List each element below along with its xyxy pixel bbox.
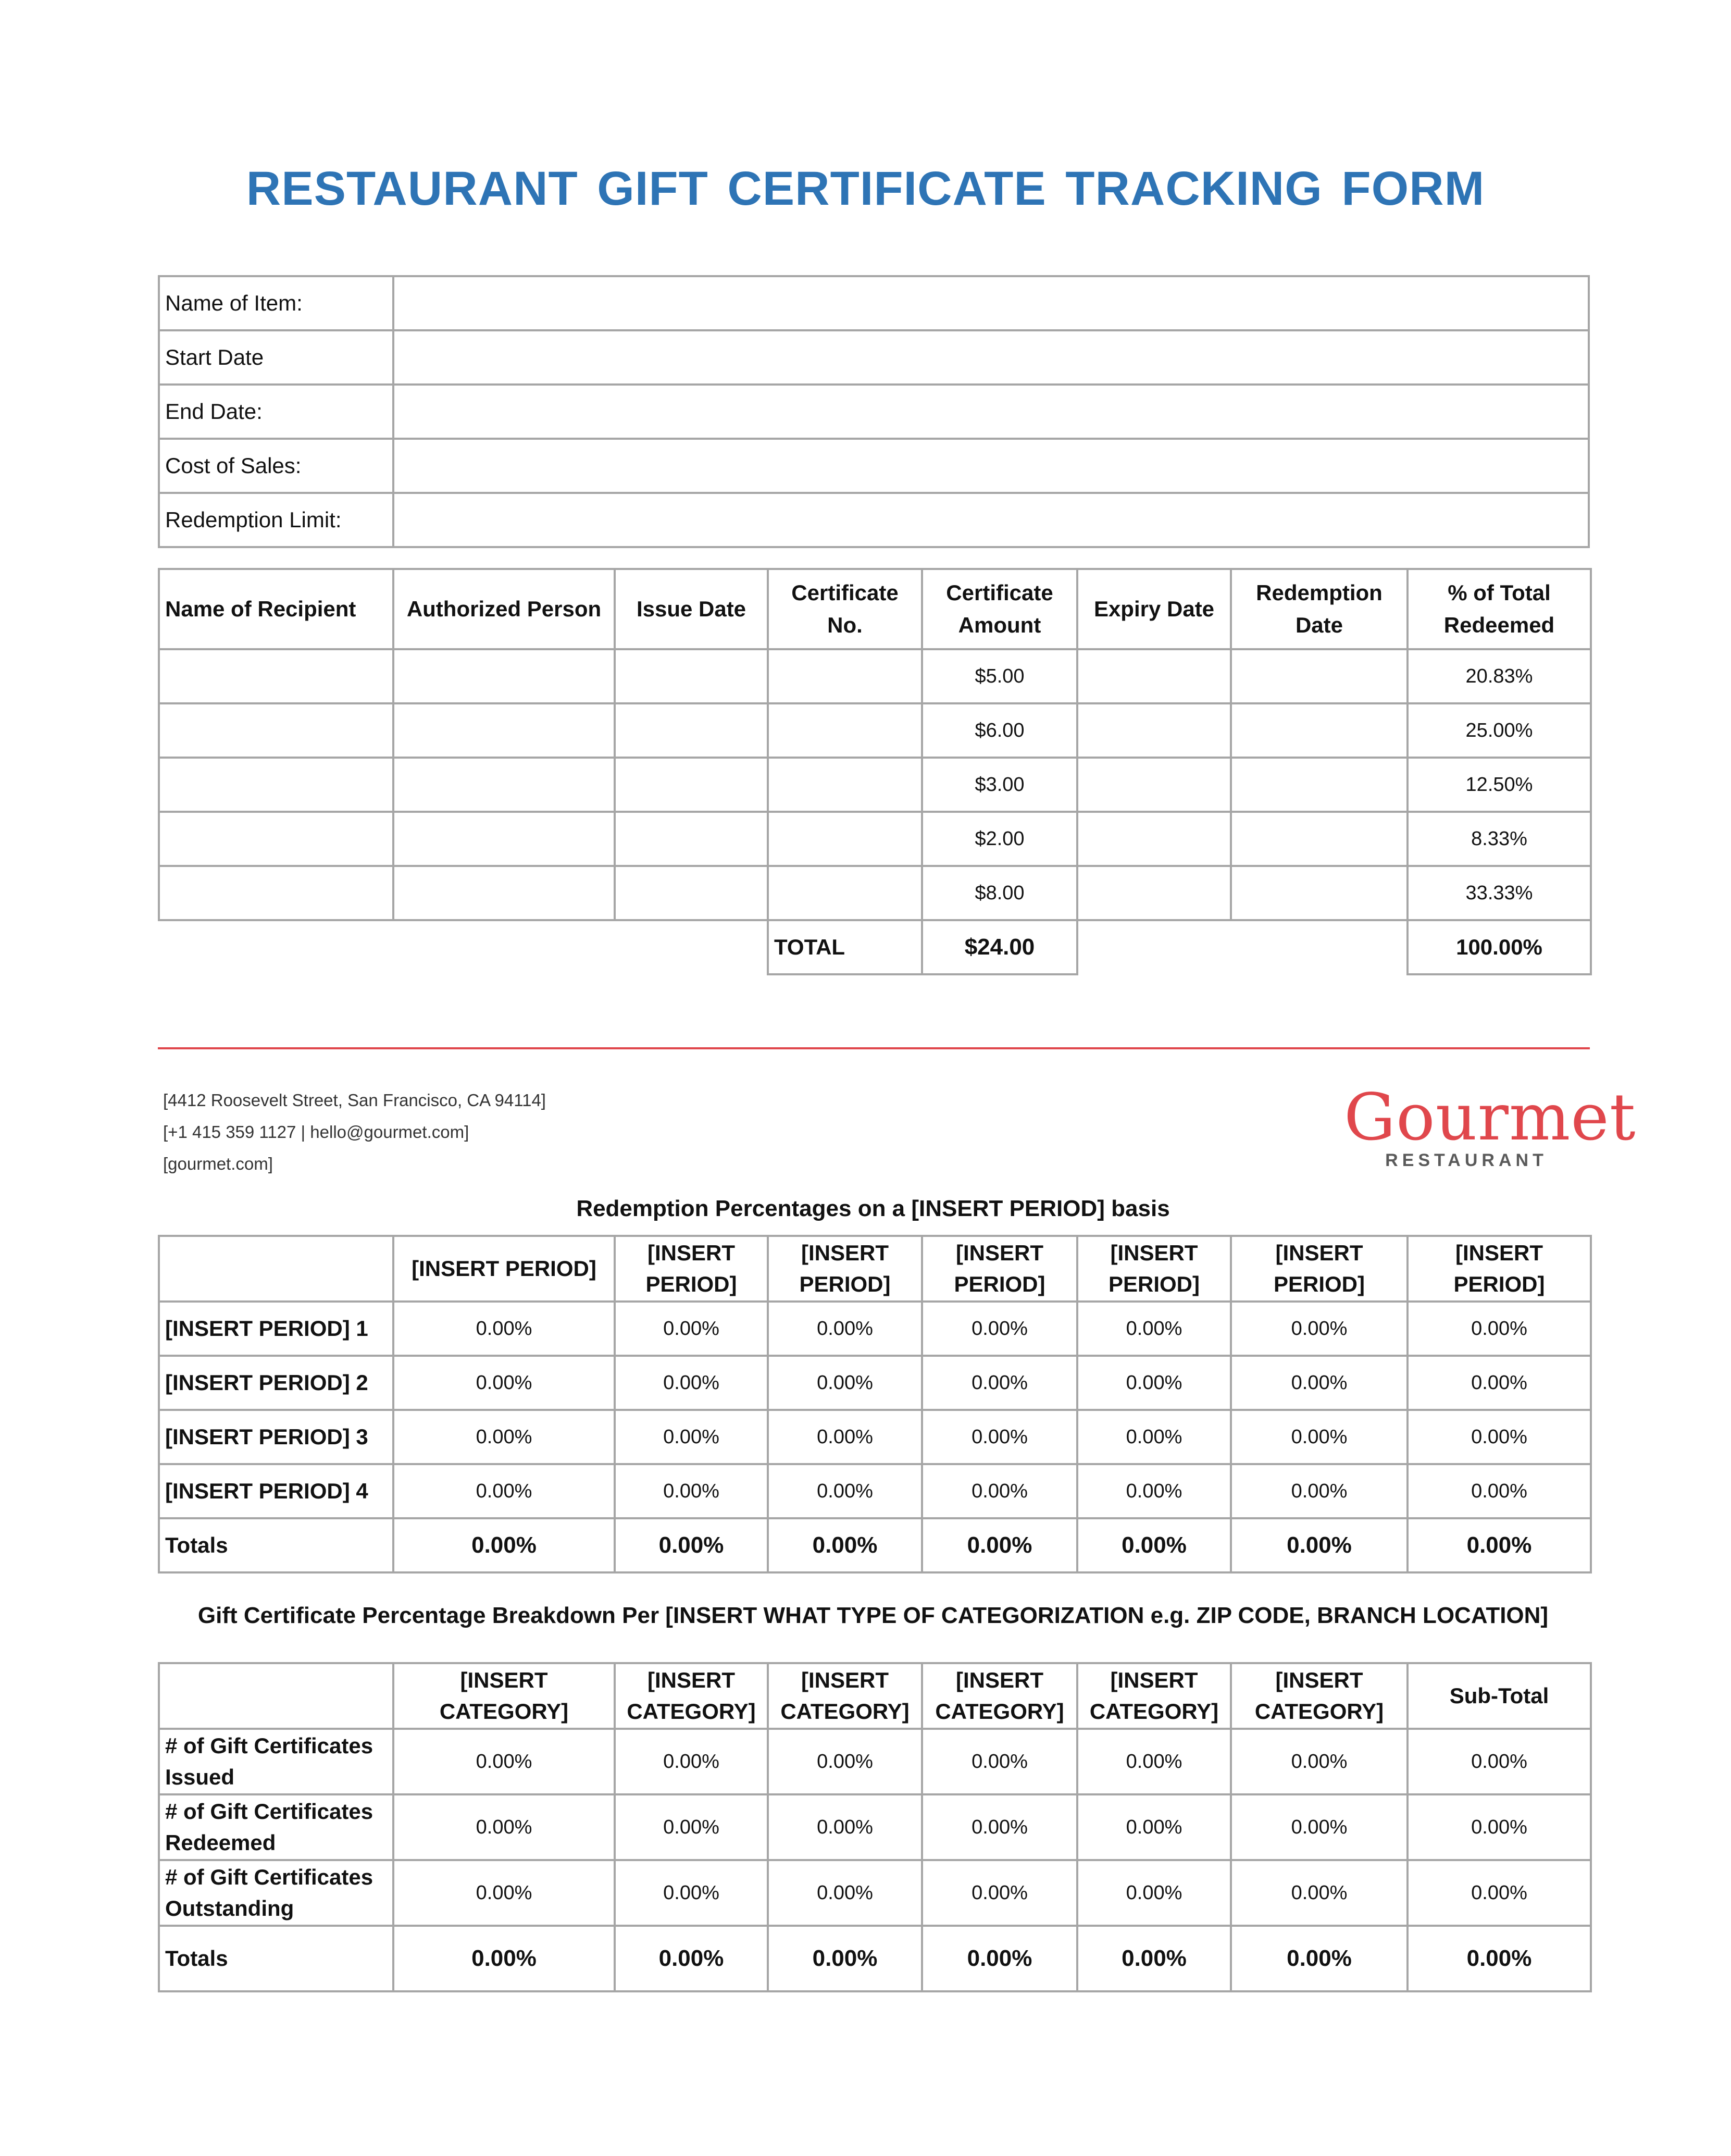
info-label: Cost of Sales: bbox=[159, 439, 393, 493]
red-divider bbox=[158, 1047, 1590, 1049]
info-label: Name of Item: bbox=[159, 276, 393, 330]
value-cell: 0.00% bbox=[1077, 1410, 1231, 1464]
totals-row bbox=[159, 1926, 1591, 1991]
value-cell: 0.00% bbox=[768, 1410, 922, 1464]
col-header-category: [INSERT CATEGORY] bbox=[1077, 1663, 1231, 1729]
pct-redeemed: 12.50% bbox=[1408, 758, 1591, 812]
total-cell: 0.00% bbox=[1408, 1926, 1591, 1991]
value-cell: 0.00% bbox=[615, 1860, 768, 1926]
cell[interactable] bbox=[1077, 649, 1231, 703]
info-label: Redemption Limit: bbox=[159, 493, 393, 547]
value-cell: 0.00% bbox=[615, 1794, 768, 1860]
value-cell: 0.00% bbox=[1231, 1729, 1408, 1794]
form-title: RESTAURANT GIFT CERTIFICATE TRACKING FORM bbox=[246, 162, 1485, 215]
contact-address: [4412 Roosevelt Street, San Francisco, CA 94114] bbox=[163, 1091, 546, 1110]
col-header-period: [INSERT PERIOD] bbox=[768, 1236, 922, 1302]
value-cell: 0.00% bbox=[1408, 1860, 1591, 1926]
cell[interactable] bbox=[1077, 812, 1231, 866]
info-value-field[interactable] bbox=[393, 330, 1589, 385]
value-cell: 0.00% bbox=[1408, 1410, 1591, 1464]
value-cell: 0.00% bbox=[922, 1410, 1077, 1464]
cell[interactable] bbox=[768, 758, 922, 812]
table-row bbox=[159, 1860, 1591, 1926]
redemption-section-title: Redemption Percentages on a [INSERT PERIOD] basis bbox=[576, 1196, 1170, 1221]
table-row bbox=[159, 1794, 1591, 1860]
col-header-certificate-no: Certificate No. bbox=[768, 569, 922, 649]
cell[interactable] bbox=[615, 758, 768, 812]
cell[interactable] bbox=[159, 758, 393, 812]
value-cell: 0.00% bbox=[1231, 1410, 1408, 1464]
value-cell: 0.00% bbox=[615, 1302, 768, 1356]
table-row bbox=[159, 758, 1591, 812]
table-row bbox=[159, 812, 1591, 866]
total-cell: 0.00% bbox=[768, 1518, 922, 1572]
logo-subtitle: RESTAURANT bbox=[1385, 1150, 1548, 1170]
row-label: # of Gift Certificates Outstanding bbox=[159, 1860, 393, 1926]
table-row bbox=[159, 866, 1591, 920]
table-row bbox=[159, 1464, 1591, 1518]
value-cell: 0.00% bbox=[1231, 1794, 1408, 1860]
info-value-field[interactable] bbox=[393, 276, 1589, 330]
cell[interactable] bbox=[768, 866, 922, 920]
cell[interactable] bbox=[1231, 758, 1408, 812]
total-cell: 0.00% bbox=[922, 1926, 1077, 1991]
value-cell: 0.00% bbox=[1231, 1464, 1408, 1518]
value-cell: 0.00% bbox=[922, 1464, 1077, 1518]
cell[interactable] bbox=[393, 703, 615, 758]
value-cell: 0.00% bbox=[922, 1794, 1077, 1860]
col-header-period: [INSERT PERIOD] bbox=[1231, 1236, 1408, 1302]
col-header-certificate-amount: Certificate Amount bbox=[922, 569, 1077, 649]
cell[interactable] bbox=[1231, 649, 1408, 703]
value-cell: 0.00% bbox=[393, 1464, 615, 1518]
col-header-period: [INSERT PERIOD] bbox=[1077, 1236, 1231, 1302]
breakdown-section-title: Gift Certificate Percentage Breakdown Per [INSERT WHAT TYPE OF CATEGORIZATION e.g. ZIP CODE, BRANCH LOCATION] bbox=[197, 1603, 1549, 1628]
cell[interactable] bbox=[159, 649, 393, 703]
info-value-field[interactable] bbox=[393, 385, 1589, 439]
cell[interactable] bbox=[393, 758, 615, 812]
info-row-end-date bbox=[159, 385, 1589, 439]
value-cell: 0.00% bbox=[1408, 1302, 1591, 1356]
row-label: [INSERT PERIOD] 3 bbox=[159, 1410, 393, 1464]
col-header-name-of-recipient: Name of Recipient bbox=[159, 569, 393, 649]
value-cell: 0.00% bbox=[1077, 1860, 1231, 1926]
value-cell: 0.00% bbox=[393, 1356, 615, 1410]
redemption-header-row bbox=[159, 1236, 1591, 1302]
value-cell: 0.00% bbox=[768, 1356, 922, 1410]
info-value-field[interactable] bbox=[393, 439, 1589, 493]
total-cell: 0.00% bbox=[768, 1926, 922, 1991]
cell[interactable] bbox=[1077, 703, 1231, 758]
corner-cell bbox=[159, 1236, 393, 1302]
redemption-percentages-table bbox=[158, 1235, 1592, 1573]
table-row bbox=[159, 1410, 1591, 1464]
total-cell: 0.00% bbox=[393, 1518, 615, 1572]
value-cell: 0.00% bbox=[615, 1729, 768, 1794]
total-cell: 0.00% bbox=[1077, 1518, 1231, 1572]
value-cell: 0.00% bbox=[1231, 1356, 1408, 1410]
col-header-category: [INSERT CATEGORY] bbox=[615, 1663, 768, 1729]
table-row bbox=[159, 1729, 1591, 1794]
col-header-issue-date: Issue Date bbox=[615, 569, 768, 649]
row-label: Totals bbox=[159, 1518, 393, 1572]
cell[interactable] bbox=[1231, 812, 1408, 866]
certificate-amount: $3.00 bbox=[922, 758, 1077, 812]
gourmet-logo bbox=[1344, 1080, 1636, 1172]
certificate-amount: $6.00 bbox=[922, 703, 1077, 758]
cell[interactable] bbox=[159, 703, 393, 758]
cell[interactable] bbox=[393, 812, 615, 866]
value-cell: 0.00% bbox=[922, 1729, 1077, 1794]
row-label: # of Gift Certificates Redeemed bbox=[159, 1794, 393, 1860]
certificate-amount: $2.00 bbox=[922, 812, 1077, 866]
cell[interactable] bbox=[393, 866, 615, 920]
cell[interactable] bbox=[159, 866, 393, 920]
value-cell: 0.00% bbox=[615, 1356, 768, 1410]
value-cell: 0.00% bbox=[1077, 1794, 1231, 1860]
value-cell: 0.00% bbox=[393, 1729, 615, 1794]
cell[interactable] bbox=[615, 812, 768, 866]
col-header-category: [INSERT CATEGORY] bbox=[768, 1663, 922, 1729]
row-label: [INSERT PERIOD] 2 bbox=[159, 1356, 393, 1410]
pct-redeemed: 8.33% bbox=[1408, 812, 1591, 866]
value-cell: 0.00% bbox=[768, 1729, 922, 1794]
pct-redeemed: 20.83% bbox=[1408, 649, 1591, 703]
col-header-period: [INSERT PERIOD] bbox=[1408, 1236, 1591, 1302]
info-value-field[interactable] bbox=[393, 493, 1589, 547]
cell[interactable] bbox=[159, 812, 393, 866]
cell[interactable] bbox=[1231, 866, 1408, 920]
col-header-pct-redeemed: % of Total Redeemed bbox=[1408, 569, 1591, 649]
total-cell: 0.00% bbox=[1231, 1518, 1408, 1572]
cell[interactable] bbox=[1077, 866, 1231, 920]
col-header-category: [INSERT CATEGORY] bbox=[922, 1663, 1077, 1729]
value-cell: 0.00% bbox=[922, 1860, 1077, 1926]
col-header-period: [INSERT PERIOD] bbox=[922, 1236, 1077, 1302]
value-cell: 0.00% bbox=[1077, 1302, 1231, 1356]
cell[interactable] bbox=[1077, 758, 1231, 812]
value-cell: 0.00% bbox=[393, 1410, 615, 1464]
info-row-redemption-limit bbox=[159, 493, 1589, 547]
col-header-expiry-date: Expiry Date bbox=[1077, 569, 1231, 649]
pct-redeemed: 25.00% bbox=[1408, 703, 1591, 758]
row-label: [INSERT PERIOD] 1 bbox=[159, 1302, 393, 1356]
cell[interactable] bbox=[768, 649, 922, 703]
row-label: Totals bbox=[159, 1926, 393, 1991]
value-cell: 0.00% bbox=[1077, 1464, 1231, 1518]
cell[interactable] bbox=[768, 703, 922, 758]
value-cell: 0.00% bbox=[1231, 1860, 1408, 1926]
table-row bbox=[159, 1302, 1591, 1356]
row-label: # of Gift Certificates Issued bbox=[159, 1729, 393, 1794]
value-cell: 0.00% bbox=[1077, 1729, 1231, 1794]
value-cell: 0.00% bbox=[1408, 1729, 1591, 1794]
value-cell: 0.00% bbox=[615, 1464, 768, 1518]
value-cell: 0.00% bbox=[768, 1860, 922, 1926]
total-cell: 0.00% bbox=[393, 1926, 615, 1991]
corner-cell bbox=[159, 1663, 393, 1729]
value-cell: 0.00% bbox=[1408, 1356, 1591, 1410]
value-cell: 0.00% bbox=[768, 1464, 922, 1518]
value-cell: 0.00% bbox=[768, 1794, 922, 1860]
recipients-header-row bbox=[159, 569, 1591, 649]
value-cell: 0.00% bbox=[1231, 1302, 1408, 1356]
cell[interactable] bbox=[615, 703, 768, 758]
value-cell: 0.00% bbox=[922, 1302, 1077, 1356]
total-cell: 0.00% bbox=[615, 1518, 768, 1572]
col-header-period: [INSERT PERIOD] bbox=[393, 1236, 615, 1302]
cell[interactable] bbox=[1231, 703, 1408, 758]
total-cell: 0.00% bbox=[615, 1926, 768, 1991]
value-cell: 0.00% bbox=[1408, 1794, 1591, 1860]
col-header-period: [INSERT PERIOD] bbox=[615, 1236, 768, 1302]
item-info-table bbox=[158, 275, 1590, 548]
total-pct: 100.00% bbox=[1408, 920, 1591, 974]
breakdown-header-row bbox=[159, 1663, 1591, 1729]
total-label: TOTAL bbox=[768, 920, 922, 974]
col-header-category: [INSERT CATEGORY] bbox=[393, 1663, 615, 1729]
cell[interactable] bbox=[768, 812, 922, 866]
recipients-table bbox=[158, 568, 1592, 975]
col-header-subtotal: Sub-Total bbox=[1408, 1663, 1591, 1729]
contact-website: [gourmet.com] bbox=[163, 1154, 273, 1173]
certificate-amount: $8.00 bbox=[922, 866, 1077, 920]
info-row-start-date bbox=[159, 330, 1589, 385]
value-cell: 0.00% bbox=[1077, 1356, 1231, 1410]
info-row-cost-of-sales bbox=[159, 439, 1589, 493]
col-header-authorized-person: Authorized Person bbox=[393, 569, 615, 649]
value-cell: 0.00% bbox=[393, 1794, 615, 1860]
value-cell: 0.00% bbox=[922, 1356, 1077, 1410]
cell[interactable] bbox=[615, 649, 768, 703]
table-row bbox=[159, 649, 1591, 703]
logo-wordmark: Gourmet bbox=[1344, 1080, 1636, 1155]
total-row bbox=[159, 920, 1591, 974]
total-cell: 0.00% bbox=[922, 1518, 1077, 1572]
row-label: [INSERT PERIOD] 4 bbox=[159, 1464, 393, 1518]
value-cell: 0.00% bbox=[393, 1860, 615, 1926]
info-label: End Date: bbox=[159, 385, 393, 439]
total-cell: 0.00% bbox=[1408, 1518, 1591, 1572]
value-cell: 0.00% bbox=[615, 1410, 768, 1464]
cell[interactable] bbox=[393, 649, 615, 703]
info-label: Start Date bbox=[159, 330, 393, 385]
totals-row bbox=[159, 1518, 1591, 1572]
value-cell: 0.00% bbox=[768, 1302, 922, 1356]
pct-redeemed: 33.33% bbox=[1408, 866, 1591, 920]
value-cell: 0.00% bbox=[1408, 1464, 1591, 1518]
breakdown-table bbox=[158, 1662, 1592, 1992]
table-row bbox=[159, 703, 1591, 758]
contact-phone-email: [+1 415 359 1127 | hello@gourmet.com] bbox=[163, 1122, 469, 1142]
total-cell: 0.00% bbox=[1231, 1926, 1408, 1991]
total-amount: $24.00 bbox=[922, 920, 1077, 974]
value-cell: 0.00% bbox=[393, 1302, 615, 1356]
table-row bbox=[159, 1356, 1591, 1410]
cell[interactable] bbox=[615, 866, 768, 920]
info-row-name-of-item bbox=[159, 276, 1589, 330]
col-header-category: [INSERT CATEGORY] bbox=[1231, 1663, 1408, 1729]
total-cell: 0.00% bbox=[1077, 1926, 1231, 1991]
certificate-amount: $5.00 bbox=[922, 649, 1077, 703]
col-header-redemption-date: Redemption Date bbox=[1231, 569, 1408, 649]
